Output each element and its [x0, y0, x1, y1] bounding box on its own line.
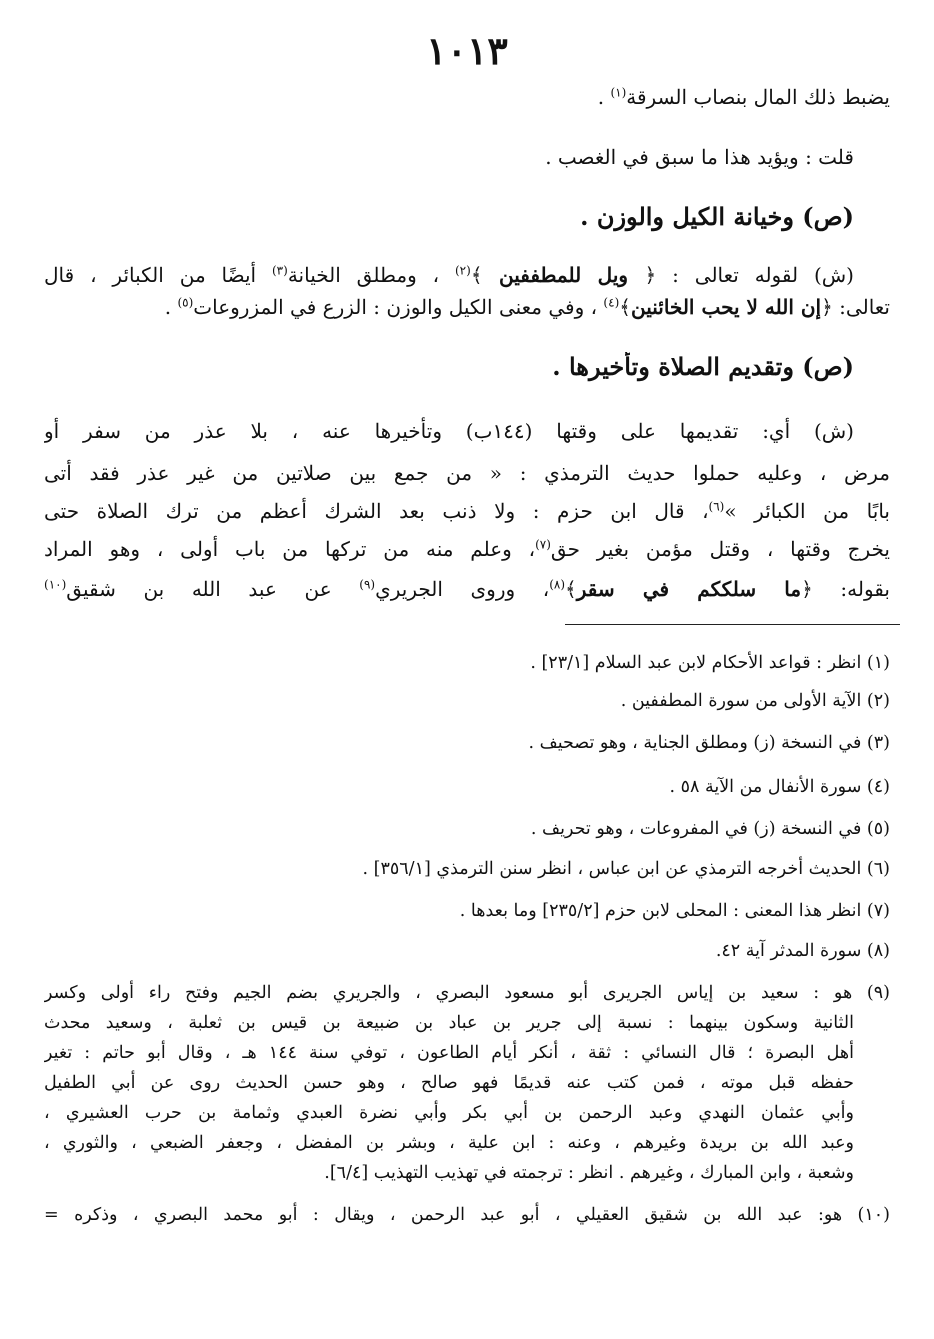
section-heading-2: (ص) وتقديم الصلاة وتأخيرها .	[552, 352, 854, 381]
body-line-p2-5: بقوله: ﴿ما سلككم في سقر﴾$^{(٨)}$، وروى الجريري$^{(٩)}$ عن عبد الله بن شقيق$^{(١٠)}$	[44, 577, 890, 601]
footnote-1: (١) انظر : قواعد الأحكام لابن عبد السلام [٢٣/١] .	[530, 653, 890, 673]
footnote-ref-7[interactable]: (٧)	[535, 537, 551, 552]
footnote-2: (٢) الآية الأولى من سورة المطففين .	[620, 691, 890, 711]
footnote-ref-5[interactable]: (٥)	[177, 295, 194, 310]
body-line-2: قلت : ويؤيد هذا ما سبق في الغصب .	[545, 145, 854, 169]
footnote-ref-9[interactable]: (٩)	[359, 577, 376, 592]
body-line-p1-1: (ش) لقوله تعالى : ﴿ ويل للمطففين ﴾$^{(٢)}$ ، ومطلق الخيانة$^{(٣)}$ أيضًا من الكبائر ، قال	[44, 263, 854, 287]
footnote-ref-3[interactable]: (٣)	[271, 263, 288, 278]
quran-verse: إن الله لا يحب الخائنين	[630, 295, 822, 319]
footnote-9-line-7: وشعبة ، وابن المبارك ، وغيرهم . انظر : ترجمته في تهذيب التهذيب [٦/٤].	[324, 1163, 854, 1183]
footnote-9-line-1: (٩) هو : سعيد بن إياس الجريرى أبو مسعود البصري ، والجريري بضم الجيم وفتح راء أولى وكسر	[44, 983, 890, 1003]
footnote-9-line-6: وعبد الله بن بريدة وغيرهم ، وعنه : ابن علية ، وبشر بن المفضل ، وجعفر الضبعي ، والثوري ،	[44, 1133, 854, 1153]
footnote-ref-1[interactable]: (١)	[610, 85, 627, 100]
footnote-3: (٣) في النسخة (ز) ومطلق الجناية ، وهو تصحيف .	[528, 733, 890, 753]
footnote-ref-6[interactable]: (٦)	[708, 499, 725, 514]
quran-verse: ما سلككم في سقر	[576, 577, 802, 601]
footnote-ref-10[interactable]: (١٠)	[44, 577, 67, 592]
footnote-10: (١٠) هو: عبد الله بن شقيق العقيلي ، أبو عبد الرحمن ، ويقال : أبو محمد البصري ، وذكره =	[44, 1205, 890, 1225]
body-line-p2-1: (ش) أي: تقديمها على وقتها (١٤٤ب) وتأخيرها عنه ، بلا عذر من سفر أو	[44, 419, 854, 443]
body-line-1: يضبط ذلك المال بنصاب السرقة$^{(١)}$ .	[597, 85, 890, 109]
footnote-ref-2[interactable]: (٢)	[454, 263, 471, 278]
page-number: ١٠١٣	[426, 28, 508, 73]
footnote-9-line-2: الثانية وسكون بينهما : نسبة إلى جرير بن عباد بن ضبيعة بن قيس بن ثعلبة ، وسعيد محدث	[44, 1013, 854, 1033]
footnote-5: (٥) في النسخة (ز) في المفروعات ، وهو تحريف .	[530, 819, 890, 839]
footnote-9-line-5: وأبي عثمان النهدي وعبد الرحمن بن أبي بكر وأبي نضرة العبدي وثمامة بن حرب العشيري ،	[44, 1103, 854, 1123]
body-line-p1-2: تعالى: ﴿إن الله لا يحب الخائنين﴾$^{(٤)}$ ، وفي معنى الكيل والوزن : الزرع في المزروعات$^{(٥)}$ .	[164, 295, 890, 319]
footnote-6: (٦) الحديث أخرجه الترمذي عن ابن عباس ، انظر سنن الترمذي [٣٥٦/١] .	[362, 859, 890, 879]
section-heading-1: (ص) وخيانة الكيل والوزن .	[580, 202, 854, 231]
body-line-p2-2: مرض ، وعليه حملوا حديث الترمذي : « من جمع بين صلاتين من غير عذر فقد أتى	[44, 461, 890, 485]
body-line-p2-4: يخرج وقتها ، وقتل مؤمن بغير حق$^{(٧)}$، وعلم منه من تركها من باب أولى ، وهو المراد	[44, 537, 890, 561]
footnote-9-line-4: حفظه قبل موته ، فمن كتب عنه قديمًا فهو صالح ، وهو حسن الحديث روى عن أبي الطفيل	[44, 1073, 854, 1093]
footnote-8: (٨) سورة المدثر آية ٤٢.	[715, 941, 890, 961]
footnote-ref-8[interactable]: (٨)	[549, 577, 566, 592]
footnote-9-line-3: أهل البصرة ؛ قال النسائي : ثقة ، أنكر أيام الطاعون ، توفي سنة ١٤٤ هـ ، وقال أبو حاتم : تغير	[44, 1043, 854, 1063]
footnote-7: (٧) انظر هذا المعنى : المحلى لابن حزم [٢٣٥/٢] وما بعدها .	[459, 901, 890, 921]
footnote-separator	[565, 624, 900, 625]
footnote-4: (٤) سورة الأنفال من الآية ٥٨ .	[669, 777, 890, 797]
body-line-p2-3: بابًا من الكبائر »$^{(٦)}$، قال ابن حزم : ولا ذنب بعد الشرك أعظم من ترك الصلاة حتى	[44, 499, 890, 523]
quran-verse: ويل للمطففين	[482, 263, 645, 287]
footnote-ref-4[interactable]: (٤)	[603, 295, 620, 310]
